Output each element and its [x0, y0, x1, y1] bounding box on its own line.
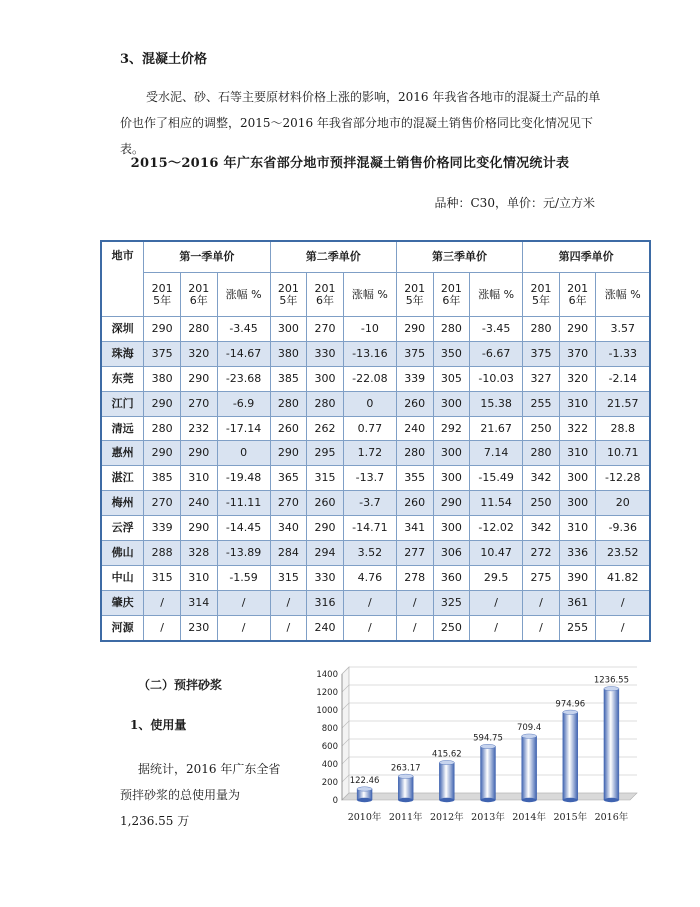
value-cell: /	[470, 615, 523, 640]
value-cell: 290	[396, 317, 433, 342]
value-cell: 280	[523, 441, 560, 466]
pct-change-header: 涨幅 %	[217, 273, 270, 317]
y-tick-label: 1000	[316, 706, 338, 716]
value-cell: 278	[396, 565, 433, 590]
value-cell: /	[523, 590, 560, 615]
value-cell: -2.14	[596, 366, 650, 391]
value-cell: -10.03	[470, 366, 523, 391]
value-cell: 300	[270, 317, 307, 342]
value-cell: /	[270, 590, 307, 615]
value-cell: 3.57	[596, 317, 650, 342]
value-cell: 325	[433, 590, 470, 615]
y-tick-label: 0	[332, 796, 338, 806]
mortar-subtitle: 1、使用量	[130, 718, 187, 732]
value-cell: 290	[433, 491, 470, 516]
value-cell: 23.52	[596, 541, 650, 566]
value-cell: 290	[180, 366, 217, 391]
city-cell: 清远	[101, 416, 144, 441]
value-cell: 280	[270, 391, 307, 416]
value-cell: -17.14	[217, 416, 270, 441]
value-cell: 290	[559, 317, 596, 342]
bar-base	[604, 798, 619, 802]
year-header: 2015年	[270, 273, 307, 317]
value-cell: 255	[559, 615, 596, 640]
value-cell: 300	[433, 516, 470, 541]
city-cell: 江门	[101, 391, 144, 416]
value-cell: 330	[307, 341, 344, 366]
value-cell: 250	[523, 416, 560, 441]
y-tick-label: 400	[321, 760, 338, 770]
value-cell: 295	[307, 441, 344, 466]
intro-paragraph: 受水泥、砂、石等主要原材料价格上涨的影响，2016 年我省各地市的混凝土产品的单价也作了相应的调整，2015～2016 年我省部分地市的混凝土销售价格同比变化情况见下表。	[120, 90, 601, 156]
x-tick-label: 2015年	[553, 812, 588, 823]
value-cell: 322	[559, 416, 596, 441]
value-cell: -14.45	[217, 516, 270, 541]
value-cell: 290	[270, 441, 307, 466]
value-cell: /	[343, 590, 396, 615]
value-cell: 7.14	[470, 441, 523, 466]
value-cell: 240	[180, 491, 217, 516]
value-cell: 270	[180, 391, 217, 416]
quarter-header: 第二季单价	[270, 241, 396, 273]
value-cell: 280	[433, 317, 470, 342]
value-cell: -11.11	[217, 491, 270, 516]
value-cell: /	[217, 590, 270, 615]
value-cell: 21.67	[470, 416, 523, 441]
year-header: 2016年	[180, 273, 217, 317]
value-cell: -6.67	[470, 341, 523, 366]
table-row	[101, 516, 650, 541]
value-cell: 375	[144, 341, 181, 366]
value-cell: 232	[180, 416, 217, 441]
value-cell: 310	[559, 441, 596, 466]
value-cell: 255	[523, 391, 560, 416]
value-cell: -6.9	[217, 391, 270, 416]
pct-change-header: 涨幅 %	[343, 273, 396, 317]
value-cell: 280	[307, 391, 344, 416]
value-cell: 260	[396, 491, 433, 516]
data-label: 415.62	[431, 749, 462, 760]
year-header: 2016年	[307, 273, 344, 317]
bar-base	[522, 798, 537, 802]
value-cell: 339	[144, 516, 181, 541]
quarter-header: 第四季单价	[523, 241, 650, 273]
pct-change-header: 涨幅 %	[470, 273, 523, 317]
value-cell: 280	[396, 441, 433, 466]
city-cell: 佛山	[101, 541, 144, 566]
value-cell: 0.77	[343, 416, 396, 441]
data-label: 1236.55	[593, 675, 630, 686]
value-cell: -3.45	[217, 317, 270, 342]
city-cell: 湛江	[101, 466, 144, 491]
value-cell: -13.7	[343, 466, 396, 491]
bar-2013年	[481, 746, 496, 800]
value-cell: 292	[433, 416, 470, 441]
value-cell: 280	[144, 416, 181, 441]
table-row	[101, 491, 650, 516]
value-cell: 300	[307, 366, 344, 391]
year-header: 2016年	[559, 273, 596, 317]
value-cell: 385	[144, 466, 181, 491]
table-row	[101, 590, 650, 615]
bar-2014年	[522, 736, 537, 800]
table-row	[101, 366, 650, 391]
value-cell: 240	[396, 416, 433, 441]
value-cell: 385	[270, 366, 307, 391]
value-cell: 250	[523, 491, 560, 516]
value-cell: 15.38	[470, 391, 523, 416]
data-label: 263.17	[390, 763, 421, 774]
value-cell: 320	[559, 366, 596, 391]
value-cell: 315	[307, 466, 344, 491]
value-cell: 339	[396, 366, 433, 391]
y-tick-label: 600	[321, 742, 338, 752]
bar-base	[357, 798, 372, 802]
value-cell: -3.45	[470, 317, 523, 342]
value-cell: 342	[523, 466, 560, 491]
value-cell: 280	[180, 317, 217, 342]
value-cell: 262	[307, 416, 344, 441]
value-cell: /	[596, 615, 650, 640]
value-cell: 277	[396, 541, 433, 566]
quarter-header: 第一季单价	[144, 241, 270, 273]
value-cell: 300	[433, 441, 470, 466]
value-cell: 314	[180, 590, 217, 615]
value-cell: 290	[144, 441, 181, 466]
data-label: 709.4	[516, 723, 542, 734]
value-cell: 10.47	[470, 541, 523, 566]
bar-top	[481, 744, 496, 748]
value-cell: 375	[523, 341, 560, 366]
value-cell: /	[217, 615, 270, 640]
city-cell: 梅州	[101, 491, 144, 516]
value-cell: 28.8	[596, 416, 650, 441]
data-label: 974.96	[555, 699, 586, 710]
city-cell: 东莞	[101, 366, 144, 391]
value-cell: -13.16	[343, 341, 396, 366]
bar-base	[439, 798, 454, 802]
value-cell: 300	[559, 491, 596, 516]
value-cell: 355	[396, 466, 433, 491]
value-cell: 240	[307, 615, 344, 640]
table-row	[101, 416, 650, 441]
value-cell: 20	[596, 491, 650, 516]
value-cell: /	[144, 590, 181, 615]
table-row	[101, 541, 650, 566]
value-cell: 370	[559, 341, 596, 366]
bar-base	[563, 798, 578, 802]
y-tick-label: 1200	[316, 688, 338, 698]
city-cell: 云浮	[101, 516, 144, 541]
table-row	[101, 317, 650, 342]
value-cell: 327	[523, 366, 560, 391]
bar-base	[398, 798, 413, 802]
value-cell: 272	[523, 541, 560, 566]
x-tick-label: 2012年	[430, 812, 464, 823]
value-cell: 316	[307, 590, 344, 615]
mortar-usage-chart	[300, 660, 640, 835]
bar-top	[604, 687, 619, 691]
value-cell: 360	[433, 565, 470, 590]
x-tick-label: 2010年	[347, 812, 382, 823]
table-row	[101, 391, 650, 416]
value-cell: -1.33	[596, 341, 650, 366]
bar-2016年	[604, 689, 619, 800]
bar-2011年	[398, 776, 413, 800]
value-cell: 365	[270, 466, 307, 491]
value-cell: 230	[180, 615, 217, 640]
table-row	[101, 341, 650, 366]
value-cell: 310	[559, 516, 596, 541]
city-cell: 中山	[101, 565, 144, 590]
y-tick-label: 1400	[316, 670, 338, 680]
value-cell: 0	[217, 441, 270, 466]
value-cell: 270	[144, 491, 181, 516]
table-row	[101, 565, 650, 590]
value-cell: 260	[396, 391, 433, 416]
value-cell: -19.48	[217, 466, 270, 491]
value-cell: 290	[144, 391, 181, 416]
table-row	[101, 615, 650, 640]
value-cell: 328	[180, 541, 217, 566]
year-header: 2015年	[523, 273, 560, 317]
value-cell: /	[596, 590, 650, 615]
city-header: 地市	[101, 241, 144, 317]
value-cell: 260	[307, 491, 344, 516]
city-cell: 肇庆	[101, 590, 144, 615]
bar-2015年	[563, 712, 578, 800]
side-wall	[342, 667, 349, 800]
value-cell: -12.28	[596, 466, 650, 491]
value-cell: 361	[559, 590, 596, 615]
value-cell: 342	[523, 516, 560, 541]
quarter-header: 第三季单价	[396, 241, 522, 273]
value-cell: 315	[144, 565, 181, 590]
value-cell: 310	[180, 466, 217, 491]
unit-note: 品种：C30，单价：元/立方米	[434, 196, 595, 210]
bar-top	[439, 760, 454, 764]
value-cell: 336	[559, 541, 596, 566]
value-cell: -13.89	[217, 541, 270, 566]
x-tick-label: 2016年	[594, 812, 629, 823]
value-cell: 315	[270, 565, 307, 590]
x-tick-label: 2014年	[512, 812, 546, 823]
mortar-title: （二）预拌砂浆	[138, 678, 223, 692]
value-cell: /	[343, 615, 396, 640]
mortar-paragraph: 据统计，2016 年广东全省预拌砂浆的总使用量为 1,236.55 万	[120, 762, 281, 828]
city-cell: 深圳	[101, 317, 144, 342]
value-cell: 290	[307, 516, 344, 541]
city-cell: 珠海	[101, 341, 144, 366]
value-cell: 275	[523, 565, 560, 590]
value-cell: 294	[307, 541, 344, 566]
year-header: 2015年	[144, 273, 181, 317]
value-cell: /	[270, 615, 307, 640]
value-cell: 41.82	[596, 565, 650, 590]
value-cell: -1.59	[217, 565, 270, 590]
year-header: 2015年	[396, 273, 433, 317]
value-cell: 250	[433, 615, 470, 640]
value-cell: 290	[144, 317, 181, 342]
value-cell: 330	[307, 565, 344, 590]
value-cell: -22.08	[343, 366, 396, 391]
bar-top	[563, 710, 578, 714]
x-tick-label: 2011年	[388, 812, 423, 823]
value-cell: /	[396, 615, 433, 640]
table-row	[101, 466, 650, 491]
y-tick-label: 800	[321, 724, 338, 734]
value-cell: 0	[343, 391, 396, 416]
value-cell: 270	[307, 317, 344, 342]
value-cell: 350	[433, 341, 470, 366]
value-cell: 320	[180, 341, 217, 366]
y-tick-label: 200	[321, 778, 338, 788]
value-cell: -15.49	[470, 466, 523, 491]
value-cell: 305	[433, 366, 470, 391]
value-cell: 300	[559, 466, 596, 491]
bar-top	[522, 734, 537, 738]
table-title: 2015～2016 年广东省部分地市预拌混凝土销售价格同比变化情况统计表	[130, 156, 570, 171]
value-cell: 310	[180, 565, 217, 590]
value-cell: 310	[559, 391, 596, 416]
value-cell: 21.57	[596, 391, 650, 416]
value-cell: 280	[523, 317, 560, 342]
value-cell: 380	[270, 341, 307, 366]
value-cell: 11.54	[470, 491, 523, 516]
value-cell: 10.71	[596, 441, 650, 466]
value-cell: 340	[270, 516, 307, 541]
value-cell: 260	[270, 416, 307, 441]
table-row	[101, 441, 650, 466]
value-cell: 290	[180, 516, 217, 541]
bar-2012年	[439, 763, 454, 800]
value-cell: /	[396, 590, 433, 615]
data-label: 122.46	[349, 775, 380, 786]
value-cell: 290	[180, 441, 217, 466]
value-cell: 270	[270, 491, 307, 516]
value-cell: 29.5	[470, 565, 523, 590]
value-cell: -10	[343, 317, 396, 342]
value-cell: 1.72	[343, 441, 396, 466]
value-cell: 390	[559, 565, 596, 590]
value-cell: 3.52	[343, 541, 396, 566]
price-table	[100, 240, 651, 642]
bar-base	[481, 798, 496, 802]
value-cell: /	[144, 615, 181, 640]
value-cell: -3.7	[343, 491, 396, 516]
value-cell: 284	[270, 541, 307, 566]
value-cell: /	[523, 615, 560, 640]
city-cell: 惠州	[101, 441, 144, 466]
bar-top	[398, 774, 413, 778]
value-cell: 306	[433, 541, 470, 566]
x-tick-label: 2013年	[471, 812, 505, 823]
city-cell: 河源	[101, 615, 144, 640]
value-cell: /	[470, 590, 523, 615]
value-cell: 380	[144, 366, 181, 391]
value-cell: 341	[396, 516, 433, 541]
pct-change-header: 涨幅 %	[596, 273, 650, 317]
value-cell: -23.68	[217, 366, 270, 391]
bar-top	[357, 787, 372, 791]
value-cell: -12.02	[470, 516, 523, 541]
value-cell: -9.36	[596, 516, 650, 541]
value-cell: 300	[433, 466, 470, 491]
value-cell: 375	[396, 341, 433, 366]
value-cell: -14.67	[217, 341, 270, 366]
value-cell: 300	[433, 391, 470, 416]
value-cell: 4.76	[343, 565, 396, 590]
year-header: 2016年	[433, 273, 470, 317]
value-cell: -14.71	[343, 516, 396, 541]
value-cell: 288	[144, 541, 181, 566]
section-title: 3、混凝土价格	[120, 52, 208, 67]
data-label: 594.75	[473, 733, 503, 744]
